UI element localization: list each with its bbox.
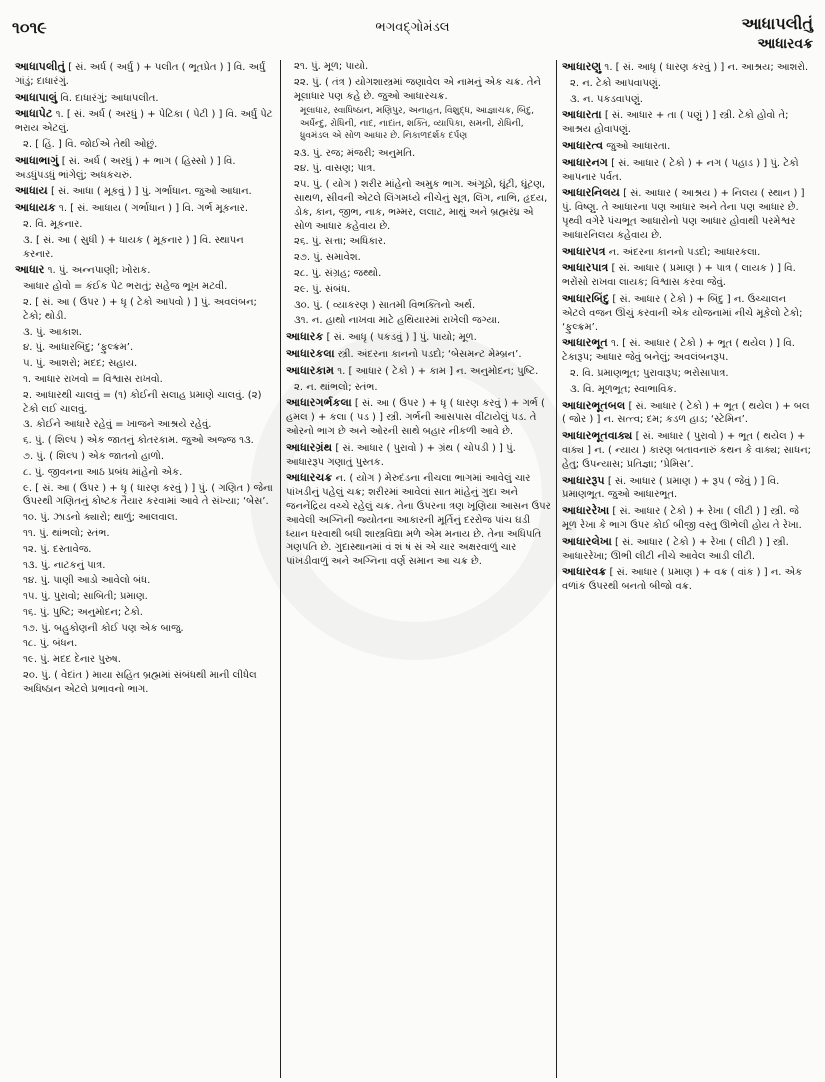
definition-text: ૨. ન. ટેકો આપવાપણું. xyxy=(570,77,661,89)
definition-text: ૧. [ સં. આધાય ( ગર્ભાધાન ) ] વિ. ગર્ભ મૂકનાર. xyxy=(55,203,249,215)
page-header xyxy=(0,0,825,58)
definition-text: [ સં. આધાર ( પ્રમાણ ) + પાત્ર ( લાયક ) ] વિ. ભરોંસો રાખવા લાયક; વિશ્વાસ કરવા જેવું. xyxy=(562,263,796,289)
dictionary-entry xyxy=(562,565,813,594)
dictionary-entry xyxy=(286,364,551,379)
dictionary-entry xyxy=(15,60,275,89)
definition-text: [ સં. આધાર ( ટેકો ) + ભૂત ( થયેલ ) + બલ ( જોર ) ] ન. સત્ત્વ; દમ; કડળ હાડ; ‘સ્ટેમિન’. xyxy=(562,400,810,426)
sense-line xyxy=(15,482,275,510)
guide-word-last: આધારવક્ર xyxy=(757,36,813,52)
definition-text: ૩. કોઈને આધારે રહેવું = ખાજને આશ્રયે રહેવું. xyxy=(23,419,212,431)
definition-text: [ સં. આધાર ( પુરાવો ) + ભૂત ( થયેલ ) + વાક્ય ] ન. ( ન્યાય ) કારણ બતાવનારું કથન કે વાક્ય; સાધન; હેતુ; ઉપન્યાસ; પ્રતિજ્ઞા; ‘પ્રેમિસ’. xyxy=(562,431,812,470)
sense-line xyxy=(15,218,275,232)
definition-text: [ સં. આધાર ( ટેકો ) + રેખા ( લીટી ) ] સ્ત્રી. જે મૂળ રેખા કે ભાગ ઉપર કોઈ બીજી વસ્તુ ઊભેલી હોય તે રેખા. xyxy=(562,506,802,531)
sense-line xyxy=(15,622,275,636)
definition-text: ૩. પું. આકાશ. xyxy=(23,326,82,338)
sense-line xyxy=(15,653,275,667)
definition-text: ૧૯. પું. મદદ દેનાર પુરુષ. xyxy=(23,654,121,666)
sense-line xyxy=(15,326,275,340)
dictionary-entry xyxy=(286,441,551,470)
definition-text: ૨૪. પું. વાસણ; પાત્ર. xyxy=(294,163,376,175)
definition-text: [ સં. આધાર ( ટેકો ) + રેખા ( લીટી ) ] સ્ત્રી. આધારરેખા; ઊભી લીટી નીચે આવેલ આડી લીટી. xyxy=(562,536,789,562)
definition-text: ૩. [ સં. આ ( સુધી ) + ધાયક ( મૂકનાર ) ] વિ. સ્થાપન કરનાર. xyxy=(23,234,244,260)
definition-text: ૨૧. પું. મૂળ; પાયો. xyxy=(294,61,369,72)
headword: આધારપત્ર xyxy=(562,244,606,258)
definition-text: ૨૮. પું. સંગ્રહ; જથ્થો. xyxy=(294,267,382,279)
definition-text: ૬. પું. ( શિલ્પ ) એક જાતનું કોતરકામ. જુઓ અજ્જ ૧૩. xyxy=(23,435,254,447)
definition-text: ૭. પું. ( શિલ્પ ) એક જાતનો હાળો. xyxy=(23,450,165,462)
definition-text: ૧. પું. અન્નપાણી; ખોરાક. xyxy=(44,265,151,277)
dictionary-entry xyxy=(15,91,275,106)
headword: આધારપાત્ર xyxy=(562,261,609,275)
definition-text: ૪. પું. આધારબિંદુ; ‘ફુલ્ક્રમ’. xyxy=(23,342,134,354)
definition-text: ૨૭. પું. સમાવેશ. xyxy=(294,252,361,264)
column-2 xyxy=(280,60,556,1078)
sense-line xyxy=(286,314,551,328)
definition-text: ન. અંદરના કાનનો પડદો; આધારકલા. xyxy=(605,246,761,258)
definition-text: ૩. ન. પકડવાપણું. xyxy=(570,93,643,105)
definition-text: ન. ( યોગ ) મેરુદંડના નીચલા ભાગમાં આવેલું ચાર પાંખડીનું પહેલું ચક્ર; શરીરમાં આવેલાં સાત માંહેનું ગુદા અને જનનેંદ્રિય વચ્ચે રહેલું ચક્ર. તેના ઉપરના ત્રણ ખૂણિયા આસન ઉપર આવેલી અગ્નિની જ્યોતના આકારની મૂર્તિનું દરરોજ પાંચ ઘડી ધ્યાન ધરવાથી બધી શાસ્ત્રવિદ્યા મળે એમ મનાય છે. તેના અધિપતિ ગણપતિ છે. ગુદાસ્થાનમાં વં શં ષં સં એ ચાર અક્ષરવાળું ચાર પાંખડીવાળું અને અગ્નિના વર્ણ સમાન આ ચક્ર છે. xyxy=(286,473,551,568)
definition-text: ૫. પું. આશરો; મદદ; સહાય. xyxy=(23,358,138,370)
definition-text: ૨૨. પું. ( તંત્ર ) યોગશાસ્ત્રમાં જણાવેલ એ નામનું એક ચક્ર. તેને મૂલાધાર પણ કહે છે. જુઓ આધારચક્ર. xyxy=(294,76,541,102)
sense-line xyxy=(15,296,275,324)
definition-text: ૨૫. પું. ( યોગ ) શરીર માંહેનો અમુક ભાગ. અંગૂઠો, ઘૂંટી, ઘૂંટણ, સાથળ, સીવની એટલે લિંગમધ્યે નીચેનું સૂત્ર, લિંગ, નાભિ, હૃદય, ડોક, કાન, જીભ, નાક, ભમ્મર, લલાટ, માથું અને બ્રહ્મરંધ્ર એ સોળ આધાર કહેવાય છે. xyxy=(294,179,548,232)
sense-line xyxy=(15,434,275,448)
dictionary-entry xyxy=(15,263,275,278)
sense-line xyxy=(15,637,275,651)
dictionary-entry xyxy=(562,156,813,185)
headword: આધારગ્રંથ xyxy=(286,440,333,454)
definition-text: ૨૦. પું. ( વેદાંત ) માયા સહિત બ્રહ્મમાં સંબંધથી માની લીધેલ અધિષ્ઠાન એટલે પ્રભાવનો ભાગ. xyxy=(23,670,257,695)
definition-text: [ સં. આધૃ ( પકડવું ) ] પું. પાયો; મૂળ. xyxy=(323,332,477,344)
sense-line xyxy=(15,234,275,262)
sense-line xyxy=(15,527,275,541)
headword: આધારનિલય xyxy=(562,186,620,200)
sense-line xyxy=(286,251,551,265)
definition-text: ૮. પું. જીવનના આઠ પ્રબંધ માંહેનો એક. xyxy=(23,466,183,478)
headword: આધાયક xyxy=(15,201,56,215)
dictionary-entry xyxy=(15,107,275,136)
dictionary-entry xyxy=(562,399,813,428)
sense-line xyxy=(286,178,551,233)
column-1 xyxy=(10,60,280,1078)
definition-text: ૨. આધારથી ચાલવું = (૧) કોઈની સલાહ પ્રમાણે ચાલવું. (૨) ટેકો લઈ ચાલવું. xyxy=(23,389,262,415)
dictionary-entry xyxy=(286,471,551,569)
headword: આધારત્વ xyxy=(562,138,604,152)
headword: આધાભાગું xyxy=(15,153,59,167)
definition-text: ૧૬. પું. પુષ્ટિ; અનુમોદન; ટેકો. xyxy=(23,606,143,618)
dictionary-entry xyxy=(562,139,813,154)
headword: આધાપાલું xyxy=(15,90,58,104)
dictionary-entry xyxy=(562,535,813,564)
headword: આધારરેખા xyxy=(562,504,610,518)
sense-line xyxy=(15,511,275,525)
definition-text: ૧૨. પું. દસ્તાવેજ. xyxy=(23,543,92,555)
definition-text: ૧. [ આધાર ( ટેકો ) + કામ ] ન. અનુમોદન; પુષ્ટિ. xyxy=(334,365,539,377)
headword: આધારભૂત xyxy=(562,336,608,350)
dictionary-entry xyxy=(15,154,275,183)
sense-line xyxy=(15,590,275,604)
sense-line xyxy=(15,606,275,620)
sense-line xyxy=(286,162,551,176)
quote-block: મૂલાધાર, સ્વાધિષ્ઠાન, મણિપુર, અનાહત, વિશુદ્ધ, આજ્ઞાચક્ર, બિંદુ, અર્ધેન્દુ, રોધિની, નાદ, નાદાંત, શક્તિ, વ્યાપિકા, સમની, રોધિની, ધ્રુવમંડલ એ સોળ આધાર છે. નિકાળદર્શક દર્પણ xyxy=(300,106,534,142)
definition-text: ૧૦. પું. ઝાડનો ક્યારો; થાળું; આલવાલ. xyxy=(23,512,178,524)
definition-text: જુઓ આધારતા. xyxy=(603,140,671,152)
definition-text: ૨૩. પું. રજ; મંજરી; અનુમતિ. xyxy=(294,147,416,159)
definition-text: ૧૪. પું. પાણી આડો આવેલો બંધ. xyxy=(23,575,151,587)
headword: આધાય xyxy=(15,184,48,198)
sense-line xyxy=(15,559,275,573)
definition-text: ૨. વિ. મૂકનાર. xyxy=(23,218,83,230)
headword: આધારતા xyxy=(562,108,602,122)
definition-text: ૧. [ સં. આધૃ ( ધારણ કરવું ) ] ન. આશ્રય; આશરો. xyxy=(601,62,809,73)
headword: આધાપલીતું xyxy=(15,60,66,73)
headword: આધારચક્ર xyxy=(286,471,333,485)
definition-text: ૩૦. પું. ( વ્યાકરણ ) સાતમી વિભક્તિનો અર્થ. xyxy=(294,299,476,311)
sense-line xyxy=(15,450,275,464)
sense-line xyxy=(15,466,275,480)
definition-text: સ્ત્રી. અંદરના કાનનો પડદો; ‘બેસમન્ટ મેમ્બ્રન’. xyxy=(334,348,522,360)
dictionary-entry xyxy=(286,330,551,345)
sense-line xyxy=(562,383,813,397)
definition-text: ૨. [ હિં. ] વિ. જોઈએ તેથી ઓછું. xyxy=(23,138,158,150)
definition-text: ૯. [ સં. આ ( ઉપર ) + ધૃ ( ધારણ કરવું ) ] પું. ( ગણિત ) જેના ઉપરથી ગણિતનું કોષ્ટક તૈયાર કરવામાં આવે તે સંખ્યા; ‘બેસ’. xyxy=(23,482,273,508)
sense-line xyxy=(15,280,275,294)
headword: આધાપેટ xyxy=(15,107,53,121)
page-number: ૧૦૧૯ xyxy=(12,18,47,37)
headword: આધાર xyxy=(15,263,45,277)
sense-line xyxy=(286,283,551,297)
dictionary-entry xyxy=(15,184,275,199)
definition-text: વિ. દાધારંગું; આધાપલીત. xyxy=(57,92,159,104)
dictionary-entry xyxy=(15,201,275,216)
definition-text: ૧. [ સં. અર્ધ ( અરધું ) + પેટિકા ( પેટી ) ] વિ. અર્ધું પેટ ભરાય એટલું. xyxy=(15,109,273,135)
sense-line xyxy=(15,543,275,557)
definition-text: ૩૧. ન. હાથો નાખવા માટે હથિયારમાં રાખેલી જગ્યા. xyxy=(294,315,501,327)
definition-text: ૨. [ સં. આ ( ઉપર ) + ધૃ ( ટેકો આપવો ) ] પું. અવલંબન; ટેકો; થોડી. xyxy=(23,296,257,322)
headword: આધારભૂતવાક્ય xyxy=(562,429,633,443)
dictionary-entry xyxy=(562,245,813,260)
definition-text: ૧૭. પું. બહુકોણની કોઈ પણ એક બાજુ. xyxy=(23,622,184,634)
sense-line xyxy=(286,76,551,104)
dictionary-entry xyxy=(562,186,813,242)
definition-text: [ સં. આધાર ( આશ્રય ) + નિલય ( સ્થાન ) ] પું. વિષ્ણુ. તે આધારના પણ આધાર અને તેના પણ આધાર છે. પૃથ્વી વગેરે પંચભૂત આધારોનો પણ આધાર હોવાથી પરમેશ્વર આધારનિલય કહેવાય છે. xyxy=(562,188,805,241)
sense-line xyxy=(15,341,275,355)
definition-text: ૧. આધાર રાખવો = વિશ્વાસ રાખવો. xyxy=(23,373,163,385)
definition-text: [ સં. આધાર ( પ્રમાણ ) + રૂપ ( જેવું ) ] વિ. પ્રમાણભૂત. જુઓ આધારભૂત. xyxy=(562,475,780,501)
sense-line xyxy=(15,418,275,432)
dictionary-entry xyxy=(562,429,813,471)
sense-line xyxy=(286,381,551,395)
definition-text: ૧. [ સં. આધાર ( ટેકો ) + ભૂત ( થયેલ ) ] વિ. ટેકારૂપ; આધાર જેવું બનેલું; અવલંબનરૂપ. xyxy=(562,338,795,364)
definition-text: [ સં. આધાર + તા ( પણું ) ] સ્ત્રી. ટેકો હોવો તે; આશ્રય હોવાપણું. xyxy=(562,110,789,136)
definition-text: [ સં. અર્ધ ( અરધું ) + ભાગ ( હિસ્સો ) ] વિ. અડધુંપડધું ભાંગેલું; અધકચરું. xyxy=(15,155,236,181)
dictionary-entry xyxy=(286,347,551,362)
definition-text: ૧૮. પું. બંધન. xyxy=(23,638,78,650)
definition-text: ૨. વિ. પ્રમાણભૂત; પુરાવારૂપ; ભરોસાપાત્ર. xyxy=(570,367,729,379)
definition-text: [ સં. આધાર ( ટેકો ) + નગ ( પહાડ ) ] પું. ટેકો આપનાર પર્વત. xyxy=(562,157,799,183)
dictionary-entry xyxy=(562,504,813,533)
headword: આધારલેખા xyxy=(562,534,612,548)
headword: આધારકામ xyxy=(286,363,335,377)
definition-text: ૨૬. પું. સત્તા; અધિકાર. xyxy=(294,236,387,248)
sense-line xyxy=(15,357,275,371)
headword: આધારક xyxy=(286,330,324,344)
headword: આધારગર્ભકલા xyxy=(286,396,352,410)
sense-line xyxy=(15,574,275,588)
sense-line xyxy=(15,373,275,387)
sense-line xyxy=(286,299,551,313)
sense-line xyxy=(286,235,551,249)
dictionary-entry xyxy=(562,60,813,75)
definition-text: [ સં. અર્ધ ( અર્ધું ) + પલીત ( ભૂતપ્રેત ) ] વિ. અર્ધું ગાંડું; દાધારંગું. xyxy=(15,62,266,87)
sense-line xyxy=(15,389,275,417)
headword: આધારણુ xyxy=(562,60,602,73)
definition-text: ૨૯. પું. સંબંધ. xyxy=(294,283,351,295)
sense-line xyxy=(562,93,813,107)
dictionary-columns xyxy=(10,60,818,1078)
dictionary-entry xyxy=(562,261,813,290)
column-3 xyxy=(556,60,818,1078)
headword: આધારવક્ર xyxy=(562,565,607,579)
definition-text: [ સં. આધાર ( પુરાવો ) + ગ્રંથ ( ચોપડી ) ] પું. આધારરૂપ ગણાતું પુસ્તક. xyxy=(286,442,516,468)
definition-text: [ સં. આધાર ( પ્રમાણ ) + વક્ર ( વાંક ) ] ન. એક વળાંક ઉપરથી બનતો બીજો વક્ર. xyxy=(562,567,803,593)
headword: આધારનગ xyxy=(562,155,608,169)
definition-text: ૧૩. પું. નાટકનું પાત્ર. xyxy=(23,559,106,571)
definition-text: ૧૧. પું. થાંભલો; સ્તંભ. xyxy=(23,527,110,539)
dictionary-entry xyxy=(562,292,813,334)
book-title: ભગવદ્ગોમંડલ xyxy=(375,20,450,35)
sense-line xyxy=(15,138,275,152)
definition-text: ૧૫. પું. પુરાવો; સાબિતી; પ્રમાણ. xyxy=(23,591,148,603)
headword: આધારકલા xyxy=(286,346,335,360)
headword: આધારભૂતબલ xyxy=(562,398,626,412)
definition-text: ૨. ન. થાંભલો; સ્તંભ. xyxy=(294,381,378,393)
sense-line xyxy=(562,77,813,91)
definition-text: [ સં. આધા ( મૂકવું ) ] પું. ગર્ભાધાન. જુઓ આધાન. xyxy=(47,186,252,198)
dictionary-entry xyxy=(562,474,813,503)
sense-line xyxy=(562,367,813,381)
dictionary-entry xyxy=(286,396,551,438)
guide-word-first: આધાપલીતું xyxy=(741,14,813,33)
headword: આધારરૂપ xyxy=(562,473,605,487)
dictionary-entry xyxy=(562,336,813,365)
definition-text: આધાર હોવો = કંઈક પેટ ભરાતું; સહેજ ભૂખ મટવી. xyxy=(23,281,228,293)
sense-line xyxy=(286,147,551,161)
dictionary-entry xyxy=(562,108,813,137)
sense-line xyxy=(286,267,551,281)
sense-line xyxy=(286,60,551,74)
definition-text: [ સં. આધાર ( ટેકો ) + બિંદુ ] ન. ઉચ્ચાલન એટલે વજન ઊંચું કરવાની એક યોજનામાં નીચે મૂકેલો ટેકો; ‘ફુલ્ક્રમ’. xyxy=(562,293,803,333)
sense-line xyxy=(15,669,275,697)
definition-text: [ સં. આ ( ઉપર ) + ધૃ ( ધારણ કરવું ) + ગર્ભ ( હમલ ) + કલા ( પડ ) ] સ્ત્રી. ગર્ભની આસપાસ વીંટાયેલું પડ. તે ઓરનો ભાગ છે અને ઓરની સાથે બહાર નીકળી આવે છે. xyxy=(286,398,545,437)
definition-text: ૩. વિ. મૂળભૂત; સ્વાભાવિક. xyxy=(570,383,677,395)
headword: આધારબિંદુ xyxy=(562,291,610,305)
